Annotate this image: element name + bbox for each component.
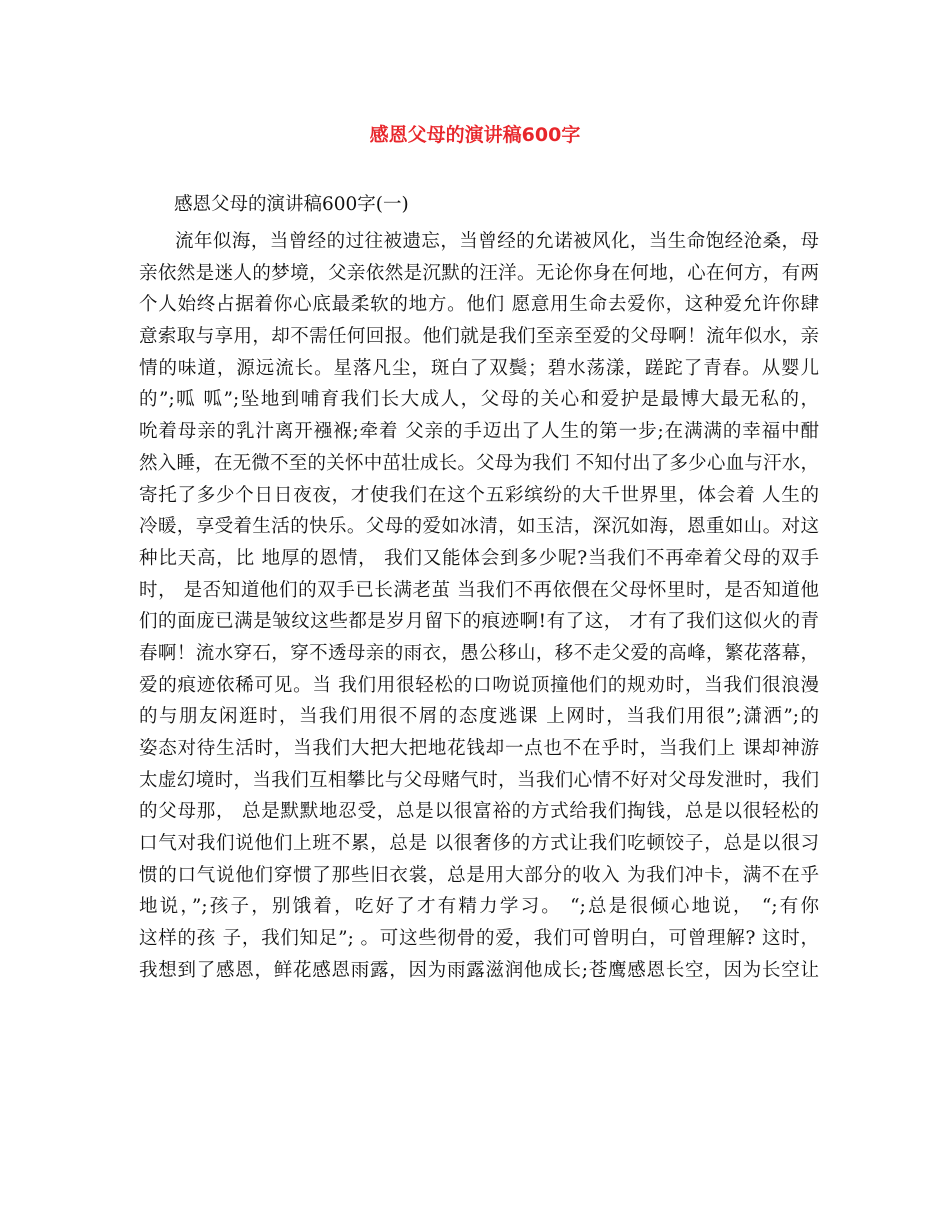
text-line: 意索取与享用，却不需任何回报。他们就是我们至亲至爱的父母啊！流年似水，亲 [139, 326, 819, 348]
text-line: 春啊！流水穿石，穿不透母亲的雨衣，愚公移山，移不走父爱的高峰，繁花落幕， [139, 642, 819, 664]
text-line: 地说，”;孩子，别饿着，吃好了才有精力学习。 “;总是很倾心地说， “;有你 [139, 896, 819, 918]
text-line: 的父母那， 总是默默地忍受，总是以很富裕的方式给我们掏钱，总是以很轻松的 [139, 801, 819, 823]
text-line: 情的味道，源远流长。星落凡尘，斑白了双鬓；碧水荡漾，蹉跎了青春。从婴儿 [139, 357, 819, 379]
body-paragraph [139, 226, 819, 987]
document-title: 感恩父母的演讲稿600字 [369, 124, 581, 146]
text-line: 时， 是否知道他们的双手已长满老茧 当我们不再依偎在父母怀里时，是否知道他 [139, 579, 819, 601]
text-line: 亲依然是迷人的梦境，父亲依然是沉默的汪洋。无论你身在何地，心在何方，有两 [139, 262, 819, 284]
text-line: 吮着母亲的乳汁离开襁褓;牵着 父亲的手迈出了人生的第一步;在满满的幸福中酣 [139, 421, 819, 443]
text-line: 寄托了多少个日日夜夜，才使我们在这个五彩缤纷的大千世界里，体会着 人生的 [139, 484, 819, 506]
text-line: 太虚幻境时，当我们互相攀比与父母赌气时，当我们心情不好对父母发泄时，我们 [139, 769, 819, 791]
text-line: 们的面庞已满是皱纹这些都是岁月留下的痕迹啊!有了这， 才有了我们这似火的青 [139, 611, 819, 633]
text-line: 冷暖，享受着生活的快乐。父母的爱如冰清，如玉洁，深沉如海，恩重如山。对这 [139, 516, 819, 538]
text-line: 流年似海，当曾经的过往被遗忘，当曾经的允诺被风化，当生命饱经沧桑，母 [175, 231, 819, 252]
text-line: 然入睡，在无微不至的关怀中茁壮成长。父母为我们 不知付出了多少心血与汗水， [139, 452, 819, 474]
text-line: 的与朋友闲逛时，当我们用很不屑的态度逃课 上网时，当我们用很”;潇洒”;的 [139, 706, 819, 728]
text-line: 种比天高，比 地厚的恩情， 我们又能体会到多少呢?当我们不再牵着父母的双手 [139, 547, 819, 569]
text-line: 我想到了感恩，鲜花感恩雨露，因为雨露滋润他成长;苍鹰感恩长空，因为长空让 [139, 959, 819, 981]
text-line: 姿态对待生活时，当我们大把大把地花钱却一点也不在乎时，当我们上 课却神游 [139, 738, 819, 759]
text-line: 惯的口气说他们穿惯了那些旧衣裳，总是用大部分的收入 为我们冲卡，满不在乎 [139, 864, 819, 886]
text-line: 的”;呱 呱”;坠地到哺育我们长大成人，父母的关心和爱护是最博大最无私的， [139, 389, 819, 411]
text-line: 个人始终占据着你心底最柔软的地方。他们 愿意用生命去爱你，这种爱允许你肆 [139, 294, 819, 316]
text-line: 口气对我们说他们上班不累，总是 以很奢侈的方式让我们吃顿饺子，总是以很习 [139, 833, 819, 855]
text-line: 爱的痕迹依稀可见。当 我们用很轻松的口吻说顶撞他们的规劝时，当我们很浪漫 [139, 674, 819, 696]
section-heading: 感恩父母的演讲稿600字(一) [174, 194, 409, 215]
text-line: 这样的孩 子，我们知足”; 。可这些彻骨的爱，我们可曾明白，可曾理解? 这时， [139, 928, 819, 950]
